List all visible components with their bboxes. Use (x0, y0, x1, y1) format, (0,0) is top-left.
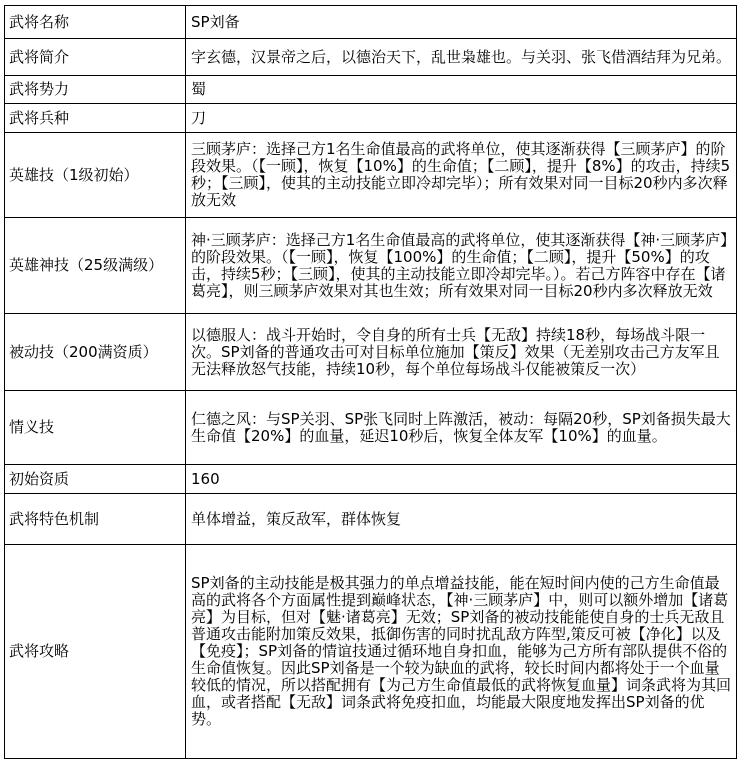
row-label: 武将兵种 (5, 104, 186, 133)
table-row (5, 6, 737, 39)
row-value: 神·三顾茅庐：选择己方1名生命值最高的武将单位，使其逐渐获得【神·三顾茅庐】的阶段效果。（【一顾】，恢复【100%】的生命值；【二顾】，提升【50%】的攻击，持续5秒；【三顾】，使其的主动技能立即冷却完毕。）。若己方阵容中存在【诸葛亮】，则三顾茅庐效果对其也生效；所有效果对同一目标20秒内多次释放无效 (186, 218, 737, 314)
table-row (5, 465, 737, 494)
row-label: 武将名称 (5, 6, 186, 39)
row-label: 被动技（200满资质） (5, 314, 186, 391)
row-label: 武将攻略 (5, 545, 186, 759)
row-value: 仁德之风：与SP关羽、SP张飞同时上阵激活，被动：每隔20秒，SP刘备损失最大生命值【20%】的血量，延迟10秒后，恢复全体友军【10%】的血量。 (186, 391, 737, 465)
row-label: 英雄技（1级初始） (5, 133, 186, 218)
row-label: 初始资质 (5, 465, 186, 494)
table-row (5, 76, 737, 104)
table-row (5, 494, 737, 545)
row-label: 武将势力 (5, 76, 186, 104)
row-label: 情义技 (5, 391, 186, 465)
table-row (5, 39, 737, 76)
row-value: SP刘备 (186, 6, 737, 39)
row-value: 以德服人：战斗开始时，令自身的所有士兵【无敌】持续18秒，每场战斗限一次。SP刘备的普通攻击可对目标单位施加【策反】效果（无差别攻击己方友军且无法释放怒气技能，持续10秒，每个单位每场战斗仅能被策反一次） (186, 314, 737, 391)
table-row (5, 391, 737, 465)
row-value: 单体增益，策反敌军，群体恢复 (186, 494, 737, 545)
table-row (5, 545, 737, 759)
row-label: 武将简介 (5, 39, 186, 76)
row-value: SP刘备的主动技能是极其强力的单点增益技能，能在短时间内使的己方生命值最高的武将各个方面属性提到巅峰状态，【神·三顾茅庐】中，则可以额外增加【诸葛亮】为目标，但对【魅·诸葛亮】无效；SP刘备的被动技能能使自身的士兵无敌且普通攻击能附加策反效果，抵御伤害的同时扰乱敌方阵型,策反可被【净化】以及【免疫】；SP刘备的情谊技通过循环地自身扣血，能够为己方所有部队提供不俗的生命值恢复。因此SP刘备是一个较为缺血的武将，较长时间内都将处于一个血量较低的情况，所以搭配拥有【为己方生命值最低的武将恢复血量】词条武将为其回血，或者搭配【无敌】词条武将免疫扣血，均能最大限度地发挥出SP刘备的优势。 (186, 545, 737, 759)
row-label: 英雄神技（25级满级） (5, 218, 186, 314)
row-value: 蜀 (186, 76, 737, 104)
table-row (5, 314, 737, 391)
table-row (5, 133, 737, 218)
row-label: 武将特色机制 (5, 494, 186, 545)
character-info-table (4, 5, 737, 759)
row-value: 字玄德，汉景帝之后，以德治天下，乱世枭雄也。与关羽、张飞借酒结拜为兄弟。 (186, 39, 737, 76)
row-value: 160 (186, 465, 737, 494)
row-value: 三顾茅庐：选择己方1名生命值最高的武将单位，使其逐渐获得【三顾茅庐】的阶段效果。（【一顾】，恢复【10%】的生命值；【二顾】，提升【8%】的攻击，持续5秒；【三顾】，使其的主动技能立即冷却完毕）；所有效果对同一目标20秒内多次释放无效 (186, 133, 737, 218)
table-row (5, 104, 737, 133)
table-row (5, 218, 737, 314)
row-value: 刀 (186, 104, 737, 133)
